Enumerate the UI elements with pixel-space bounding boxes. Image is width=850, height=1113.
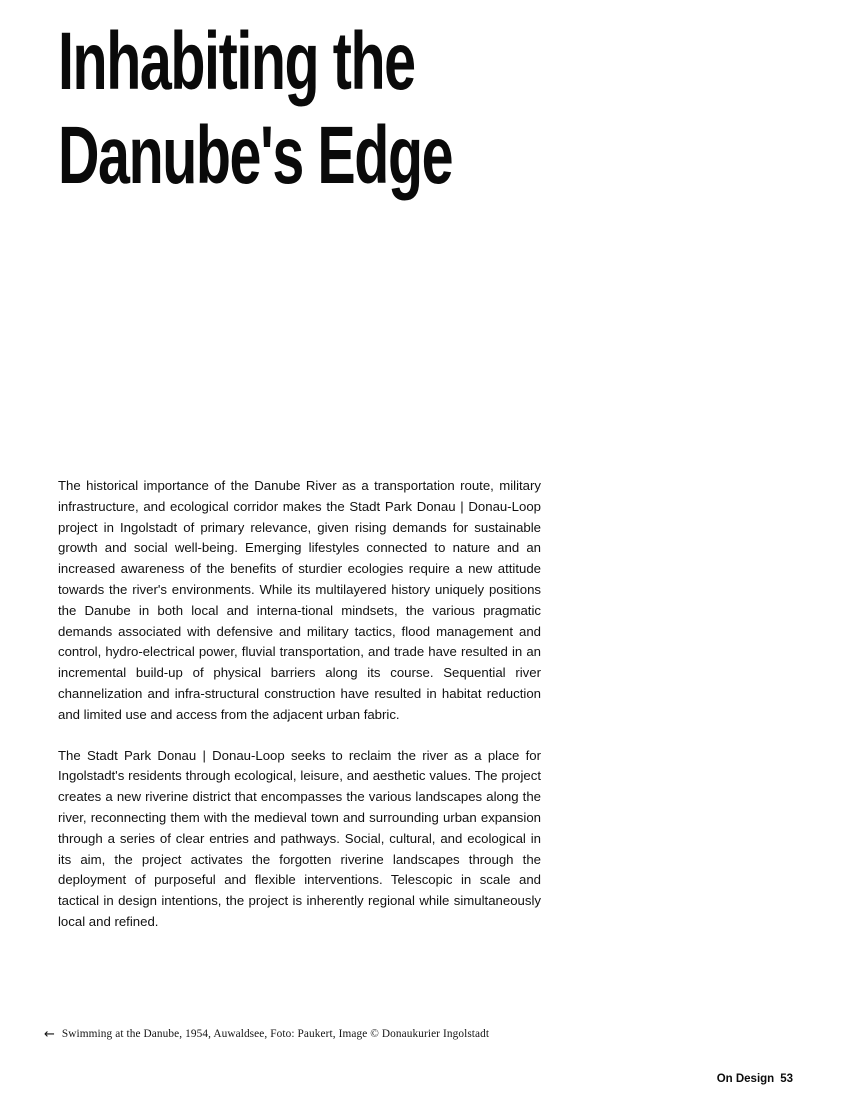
page-footer: [717, 1073, 793, 1085]
footer-page-number: 53: [780, 1073, 793, 1085]
title-line-2: Danube's Edge: [58, 110, 453, 202]
page-title: [58, 16, 678, 202]
title-line-1: Inhabiting the: [58, 16, 415, 107]
body-paragraph-1: The historical importance of the Danube River as a transportation route, military infrastructure, and ecological corridor makes the Stadt Park Donau | Donau-Loop project in Ingolstadt of primary relevance, given rising demands for sustainable growth and social well-being. Emerging lifestyles connected to nature and an increased awareness of the benefits of sturdier ecologies require a new attitude towards the river's environments. While its multilayered history uniquely positions the Danube in both local and interna-tional mindsets, the various pragmatic demands associated with defensive and military tactics, flood management and control, hydro-electrical power, fluvial transportation, and trade have resulted in an incremental build-up of physical barriers along its course. Sequential river channelization and infra-structural construction have resulted in habitat reduction and limited use and access from the adjacent urban fabric.: [58, 478, 541, 722]
caption-text: Swimming at the Danube, 1954, Auwaldsee, Foto: Paukert, Image © Donaukurier Ingolstadt: [61, 1028, 490, 1040]
left-arrow-icon: ←: [44, 1027, 55, 1042]
image-caption: [44, 1027, 664, 1042]
body-paragraph-2: The Stadt Park Donau | Donau-Loop seeks to reclaim the river as a place for Ingolstadt's residents through ecological, leisure, and aesthetic values. The project creates a new riverine district that encompasses the various landscapes along the river, reconnecting them with the medieval town and surrounding urban expansion through a series of clear entries and pathways. Social, cultural, and ecological in its aim, the project activates the forgotten riverine landscapes through the deployment of purposeful and flexible interventions. Telescopic in scale and tactical in design intentions, the project is inherently regional while simultaneously local and refined.: [58, 747, 541, 929]
body-text: [58, 476, 541, 933]
footer-section-label: On Design: [716, 1073, 775, 1085]
